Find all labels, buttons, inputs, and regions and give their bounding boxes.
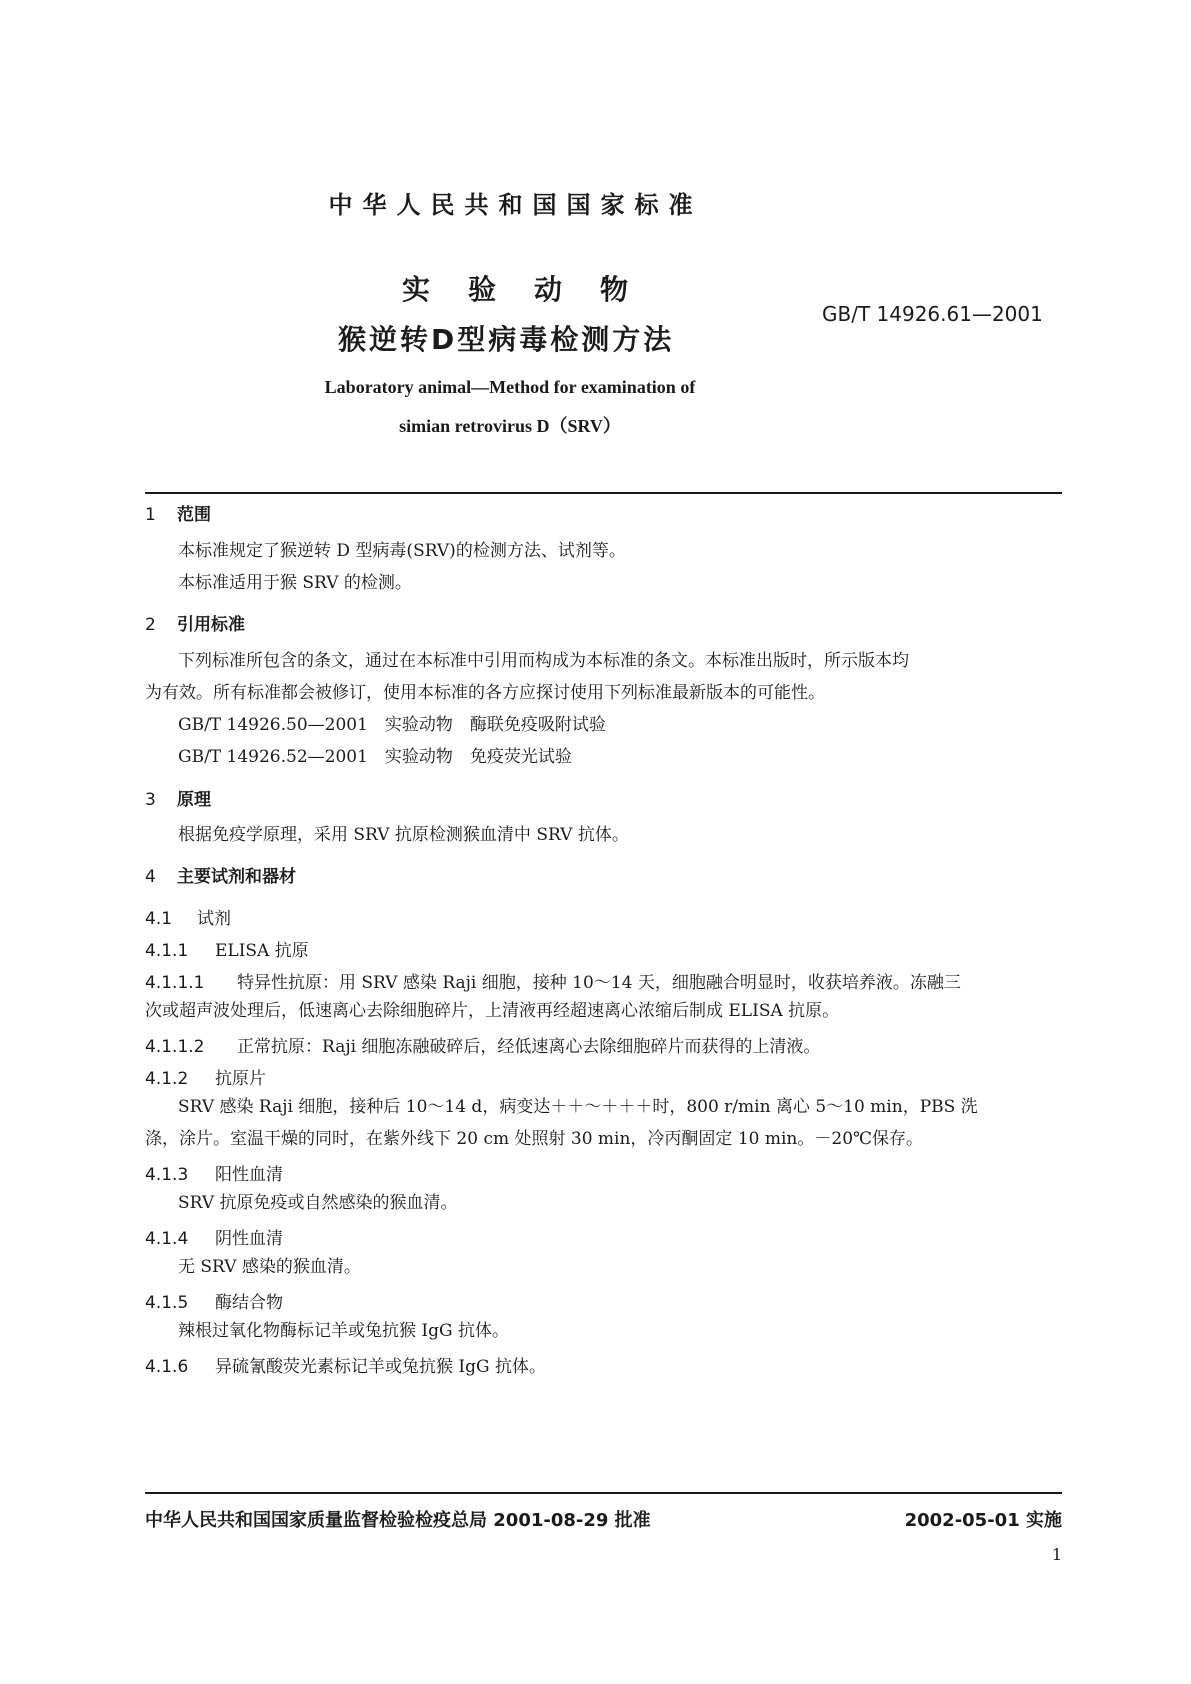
section-number: 2 [145,615,156,635]
paragraph: 次或超声波处理后，低速离心去除细胞碎片，上清液再经超速离心浓缩后制成 ELISA 抗原。 [145,1001,840,1021]
section-number: 4 [145,867,156,887]
page-number: 1 [1051,1545,1062,1564]
header-divider [145,492,1062,494]
section-4-heading [145,862,296,887]
paragraph: 本标准适用于猴 SRV 的检测。 [178,573,412,593]
subsection-4-1-2 [145,1064,266,1089]
subsection-4-1-4 [145,1224,283,1249]
section-label: 原理 [177,790,211,810]
section-label: 引用标准 [177,615,245,635]
subsection-4-1-6 [145,1352,546,1377]
section-1-heading [145,500,211,525]
document-title-line2: 猴逆转D型病毒检测方法 [338,323,675,356]
subsection-title: 抗原片 [215,1069,266,1089]
country-standard-title: 中华人民共和国国家标准 [328,191,703,219]
subsection-4-1-1-1 [145,968,961,993]
subsection-4-1-5 [145,1288,283,1313]
subsection-title: 阳性血清 [215,1165,283,1185]
subsection-title: 酶结合物 [215,1293,283,1313]
paragraph: 涤，涂片。室温干燥的同时，在紫外线下 20 cm 处照射 30 min，冷丙酮固定 10 min。－20℃保存。 [145,1129,924,1149]
section-number: 1 [145,505,156,525]
subsection-number: 4.1.3 [145,1165,189,1185]
paragraph: 为有效。所有标准都会被修订，使用本标准的各方应探讨使用下列标准最新版本的可能性。 [145,683,825,703]
paragraph: 下列标准所包含的条文，通过在本标准中引用而构成为本标准的条文。本标准出版时，所示版本均 [178,651,909,671]
subsection-number: 4.1.6 [145,1357,189,1377]
english-title-line2: simian retrovirus D（SRV） [399,416,621,436]
subsection-number: 4.1.4 [145,1229,189,1249]
normative-reference: GB/T 14926.52—2001 实验动物 免疫荧光试验 [178,747,572,767]
paragraph: 根据免疫学原理，采用 SRV 抗原检测猴血清中 SRV 抗体。 [178,825,629,845]
paragraph: 辣根过氧化物酶标记羊或兔抗猴 IgG 抗体。 [178,1321,509,1341]
subsection-title: 试剂 [197,909,231,929]
subsection-4-1-3 [145,1160,283,1185]
section-2-heading [145,610,245,635]
paragraph: 无 SRV 感染的猴血清。 [178,1257,361,1277]
section-3-heading [145,785,211,810]
section-number: 3 [145,790,156,810]
subsection-number: 4.1.2 [145,1069,189,1089]
paragraph: SRV 感染 Raji 细胞，接种后 10～14 d，病变达＋＋～＋＋＋时，800 r/min 离心 5～10 min，PBS 洗 [178,1097,978,1117]
subsection-4-1-1-2 [145,1032,820,1057]
subsection-number: 4.1.1 [145,941,189,961]
standard-number: GB/T 14926.61—2001 [822,302,1043,326]
section-label: 主要试剂和器材 [177,867,296,887]
subsection-title: 阴性血清 [215,1229,283,1249]
section-label: 范围 [177,505,211,525]
subsection-number: 4.1.1.1 [145,973,205,993]
subsection-title: ELISA 抗原 [215,941,309,961]
paragraph: SRV 抗原免疫或自然感染的猴血清。 [178,1193,458,1213]
paragraph: 本标准规定了猴逆转 D 型病毒(SRV)的检测方法、试剂等。 [178,541,626,561]
subsection-4-1 [145,904,231,929]
document-title-line1: 实验动物 [402,273,667,306]
subsection-number: 4.1.1.2 [145,1037,205,1057]
subsection-text: 异硫氰酸荧光素标记羊或兔抗猴 IgG 抗体。 [215,1357,546,1377]
normative-reference: GB/T 14926.50—2001 实验动物 酶联免疫吸附试验 [178,715,606,735]
subsection-text: 正常抗原：Raji 细胞冻融破碎后，经低速离心去除细胞碎片而获得的上清液。 [237,1037,821,1057]
subsection-number: 4.1 [145,909,173,929]
subsection-text: 特异性抗原：用 SRV 感染 Raji 细胞，接种 10～14 天，细胞融合明显时，收获培养液。冻融三 [237,973,961,993]
subsection-4-1-1 [145,936,309,961]
implementation-date: 2002-05-01 实施 [904,1510,1062,1531]
approval-statement: 中华人民共和国国家质量监督检验检疫总局 2001-08-29 批准 [145,1510,651,1531]
subsection-number: 4.1.5 [145,1293,189,1313]
english-title-line1: Laboratory animal—Method for examination of [324,377,696,397]
footer-divider [145,1492,1062,1494]
